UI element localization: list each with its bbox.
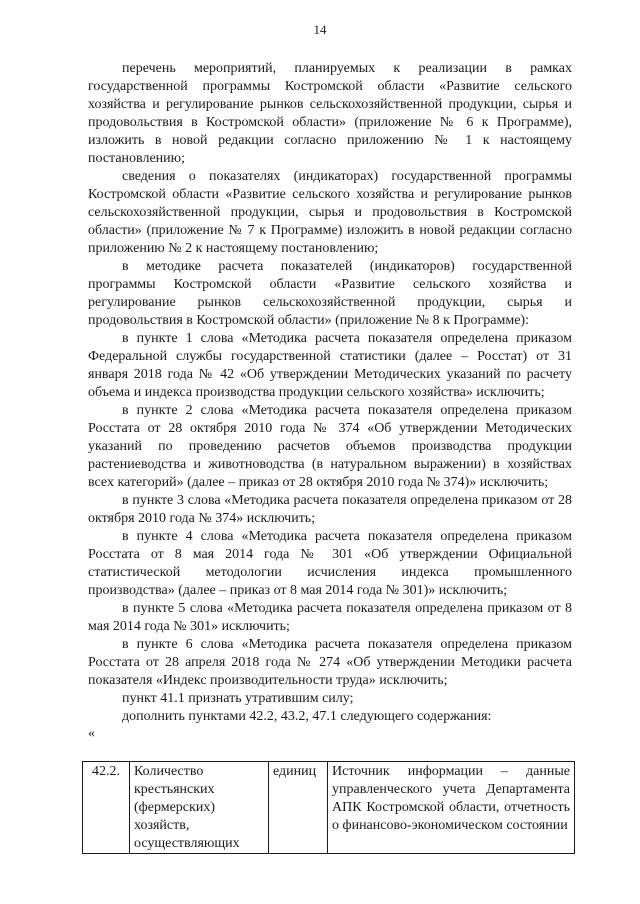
paragraph-indicators-info: сведения о показателях (индикаторах) государственной программы Костромской области «Развитие сельского хозяйства и регулирование рынков сельскохозяйственной продукции, сырья и продовольствия в Костромской области» (приложение № 7 к Программе) изложить в новой редакции согласно приложению № 2 к настоящему постановлению; <box>88 169 572 256</box>
paragraph-point-1: в пункте 1 слова «Методика расчета показателя определена приказом Федеральной службы государственной статистики (далее – Росстат) от 31 января 2018 года № 42 «Об утверждении Методических указаний по расчету объема и индекса производства продукции сельского хозяйства» исключить; <box>88 331 572 400</box>
paragraph-add-points: дополнить пунктами 42.2, 43.2, 47.1 следующего содержания: <box>122 709 492 724</box>
page-number: 14 <box>313 22 327 37</box>
indicator-table <box>82 761 575 854</box>
paragraph-program-activities: перечень мероприятий, планируемых к реализации в рамках государственной программы Костромской области «Развитие сельского хозяйства и регулирование рынков сельскохозяйственной продукции, сырья и продовольствия в Костромской области» (приложение № 6 к Программе), изложить в новой редакции согласно приложению № 1 к настоящему постановлению; <box>88 61 572 166</box>
unit-cell: единиц <box>269 762 328 854</box>
table-row <box>83 762 575 854</box>
indicator-name-cell: Количество крестьянских (фермерских) хозяйств, осуществляющих <box>130 762 269 854</box>
source-cell: Источник информации – данные управленческого учета Департамента АПК Костромской области, отчетность о финансово-экономическом состоянии <box>328 762 575 854</box>
paragraph-point-4: в пункте 4 слова «Методика расчета показателя определена приказом Росстата от 8 мая 2014 года № 301 «Об утверждении Официальной статистической методологии исчисления индекса промышленного производства» (далее – приказ от 8 мая 2014 года № 301)» исключить; <box>88 529 572 598</box>
paragraph-point-2: в пункте 2 слова «Методика расчета показателя определена приказом Росстата от 28 октября 2010 года № 374 «Об утверждении Методических указаний по проведению расчетов объемов производства продукции растениеводства и животноводства (в натуральном выражении) в хозяйствах всех категорий» (далее – приказ от 28 октября 2010 года № 374)» исключить; <box>88 403 572 490</box>
document-body <box>88 60 572 740</box>
paragraph-methodology-intro: в методике расчета показателей (индикаторов) государственной программы Костромской области «Развитие сельского хозяйства и регулирование рынков сельскохозяйственной продукции, сырья и продовольствия в Костромской области» (приложение № 8 к Программе): <box>88 259 572 328</box>
paragraph-point-41-1: пункт 41.1 признать утратившим силу; <box>122 691 354 706</box>
opening-quote-mark: « <box>88 726 95 741</box>
paragraph-point-6: в пункте 6 слова «Методика расчета показателя определена приказом Росстата от 28 апреля 2018 года № 274 «Об утверждении Методики расчета показателя «Индекс производительности труда» исключить; <box>88 637 572 688</box>
row-number-cell: 42.2. <box>83 762 130 854</box>
paragraph-point-5: в пункте 5 слова «Методика расчета показателя определена приказом от 8 мая 2014 года № 301» исключить; <box>88 601 572 634</box>
paragraph-point-3: в пункте 3 слова «Методика расчета показателя определена приказом от 28 октября 2010 года № 374» исключить; <box>88 493 572 526</box>
